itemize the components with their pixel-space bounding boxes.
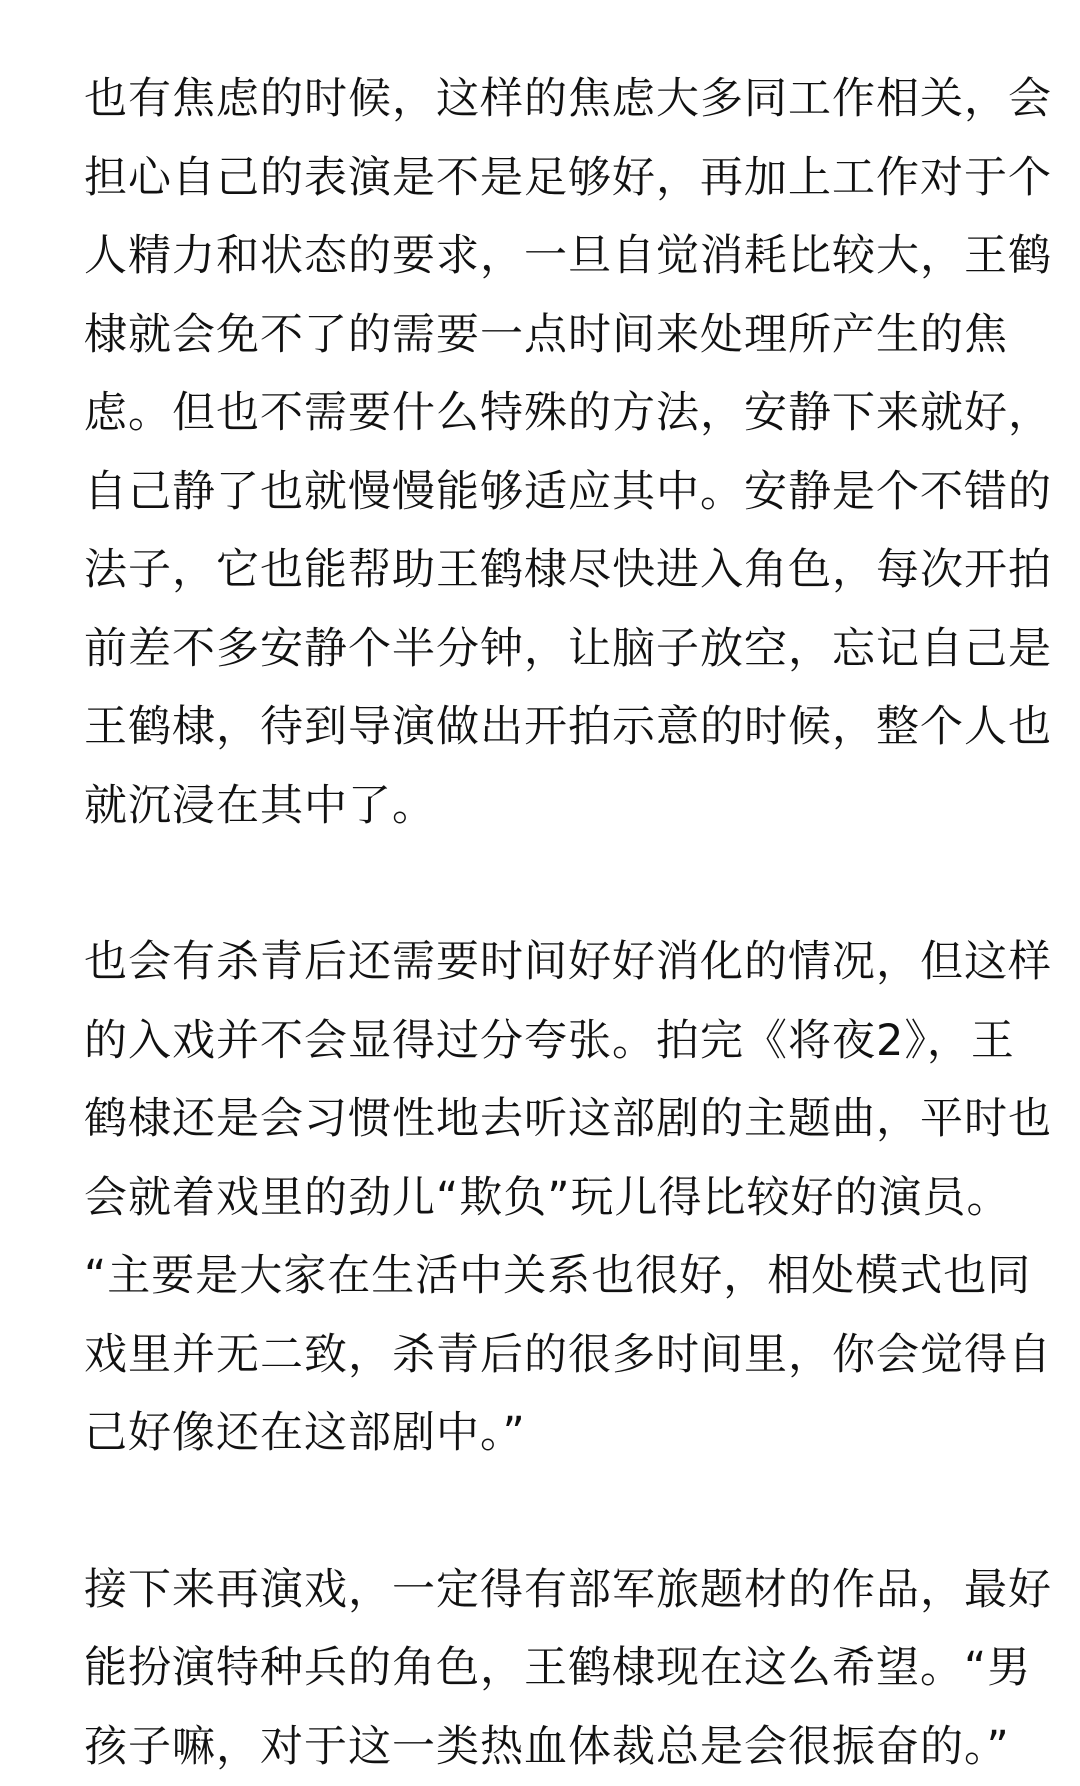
paragraph-line: 自己静了也就慢慢能够适应其中。安静是个不错的 <box>84 453 1000 532</box>
paragraph-line: 戏里并无二致，杀青后的很多时间里，你会觉得自 <box>84 1316 1000 1395</box>
paragraph-line: 能扮演特种兵的角色，王鹤棣现在这么希望。“男 <box>84 1629 1000 1708</box>
paragraph-line: 己好像还在这部剧中。” <box>84 1394 1000 1473</box>
paragraph-line: 鹤棣还是会习惯性地去听这部剧的主题曲，平时也 <box>84 1080 1000 1159</box>
paragraph-3 <box>84 1551 1000 1786</box>
paragraph-line: 前差不多安静个半分钟，让脑子放空，忘记自己是 <box>84 610 1000 689</box>
paragraph-line: 会就着戏里的劲儿“欺负”玩儿得比较好的演员。 <box>84 1159 1000 1238</box>
paragraph-1 <box>84 60 1000 845</box>
paragraph-line: 的入戏并不会显得过分夸张。拍完《将夜2》，王 <box>84 1002 1000 1081</box>
paragraph-line: 担心自己的表演是不是足够好，再加上工作对于个 <box>84 139 1000 218</box>
paragraph-line: “主要是大家在生活中关系也很好，相处模式也同 <box>84 1237 1000 1316</box>
paragraph-line: 虑。但也不需要什么特殊的方法，安静下来就好， <box>84 374 1000 453</box>
paragraph-line: 人精力和状态的要求，一旦自觉消耗比较大，王鹤 <box>84 217 1000 296</box>
paragraph-line: 也会有杀青后还需要时间好好消化的情况，但这样 <box>84 923 1000 1002</box>
paragraph-line: 接下来再演戏，一定得有部军旅题材的作品，最好 <box>84 1551 1000 1630</box>
paragraph-line: 棣就会免不了的需要一点时间来处理所产生的焦 <box>84 296 1000 375</box>
article-body <box>84 60 1000 1786</box>
paragraph-line: 也有焦虑的时候，这样的焦虑大多同工作相关，会 <box>84 60 1000 139</box>
paragraph-line: 王鹤棣，待到导演做出开拍示意的时候，整个人也 <box>84 688 1000 767</box>
paragraph-2 <box>84 923 1000 1473</box>
paragraph-line: 孩子嘛，对于这一类热血体裁总是会很振奋的。” <box>84 1708 1000 1786</box>
paragraph-line: 法子，它也能帮助王鹤棣尽快进入角色，每次开拍 <box>84 531 1000 610</box>
paragraph-line: 就沉浸在其中了。 <box>84 767 1000 846</box>
